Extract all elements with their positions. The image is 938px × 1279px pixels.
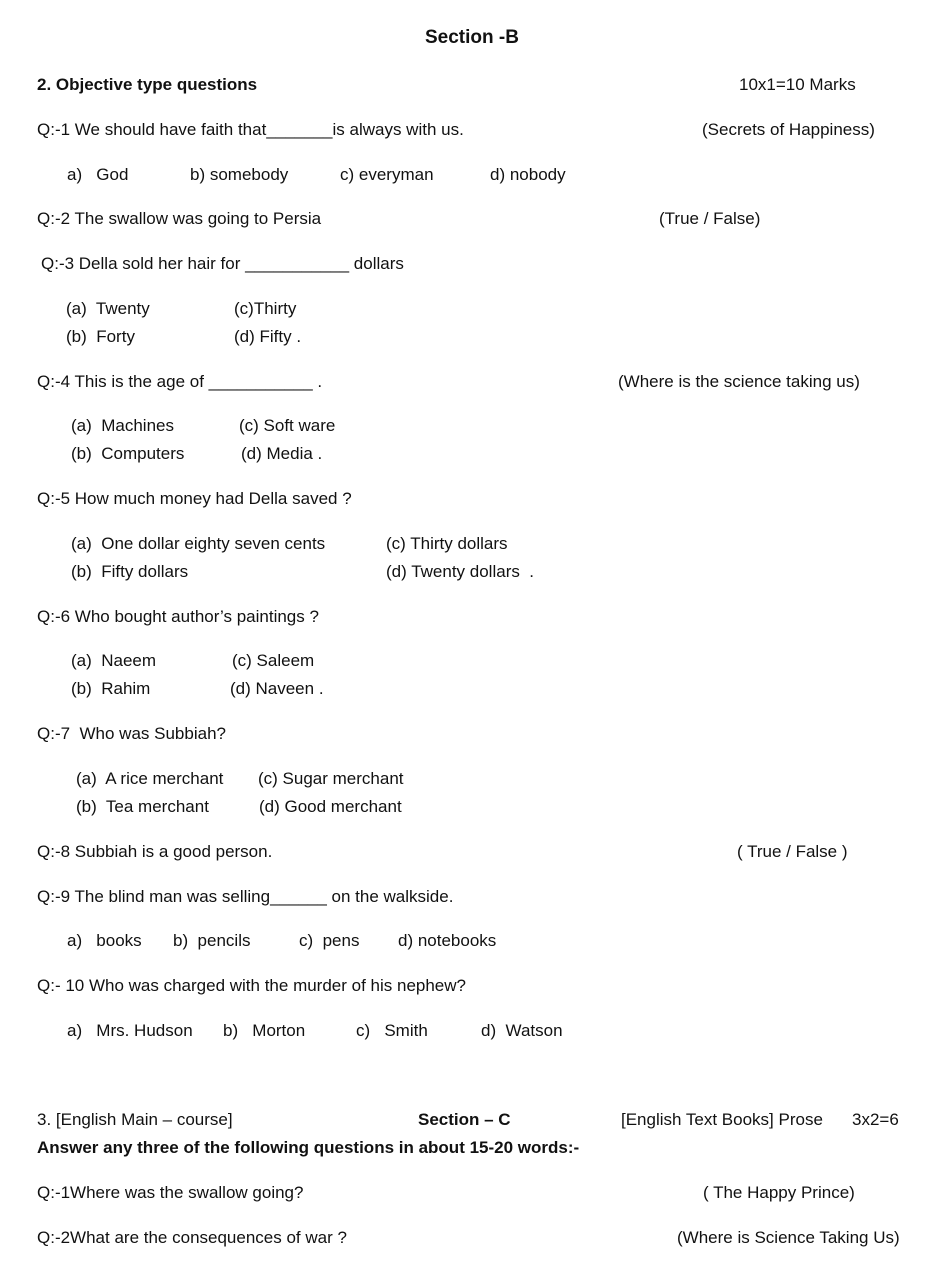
question-4-source: (Where is the science taking us): [618, 372, 860, 391]
section-c-instruction: Answer any three of the following questions in about 15-20 words:-: [37, 1138, 580, 1157]
q5-option-c: (c) Thirty dollars: [386, 534, 508, 553]
section-c-question-1-source: ( The Happy Prince): [703, 1183, 855, 1202]
q9-option-a: a) books: [67, 931, 142, 950]
q9-option-b: b) pencils: [173, 931, 251, 950]
q6-option-c: (c) Saleem: [232, 651, 315, 670]
q6-option-d: (d) Naveen .: [230, 679, 324, 698]
q4-option-d: (d) Media .: [241, 444, 323, 463]
q7-option-d: (d) Good merchant: [259, 797, 402, 816]
question-10: Q:- 10 Who was charged with the murder of his nephew?: [37, 976, 466, 995]
q10-option-a: a) Mrs. Hudson: [67, 1021, 193, 1040]
q1-option-d: d) nobody: [490, 165, 566, 184]
q10-option-b: b) Morton: [223, 1021, 306, 1040]
question-7: Q:-7 Who was Subbiah?: [37, 724, 226, 743]
q1-option-b: b) somebody: [190, 165, 289, 184]
q7-option-a: (a) A rice merchant: [76, 769, 224, 788]
q3-option-b: (b) Forty: [66, 327, 135, 346]
section-b-title: Section -B: [425, 27, 519, 48]
q6-option-b: (b) Rahim: [71, 679, 151, 698]
question-1: Q:-1 We should have faith that_______is always with us.: [37, 120, 464, 139]
question-2-answer-type: (True / False): [659, 209, 761, 228]
section-c-title: Section – C: [418, 1110, 511, 1129]
q10-option-d: d) Watson: [481, 1021, 563, 1040]
q7-option-c: (c) Sugar merchant: [258, 769, 404, 788]
section-c-course: 3. [English Main – course]: [37, 1110, 233, 1129]
question-8-answer-type: ( True / False ): [737, 842, 848, 861]
question-2: Q:-2 The swallow was going to Persia: [37, 209, 322, 228]
q4-option-a: (a) Machines: [71, 416, 174, 435]
q3-option-d: (d) Fifty .: [234, 327, 302, 346]
q4-option-b: (b) Computers: [71, 444, 185, 463]
q5-option-a: (a) One dollar eighty seven cents: [71, 534, 326, 553]
question-4: Q:-4 This is the age of ___________ .: [37, 372, 323, 391]
question-6: Q:-6 Who bought author’s paintings ?: [37, 607, 319, 626]
q6-option-a: (a) Naeem: [71, 651, 157, 670]
q1-option-a: a) God: [67, 165, 129, 184]
question-9: Q:-9 The blind man was selling______ on the walkside.: [37, 887, 454, 906]
question-5: Q:-5 How much money had Della saved ?: [37, 489, 352, 508]
section-c-marks: 3x2=6: [852, 1110, 899, 1129]
section-c-question-1: Q:-1Where was the swallow going?: [37, 1183, 304, 1202]
section-c-textbook: [English Text Books] Prose: [621, 1110, 823, 1129]
q4-option-c: (c) Soft ware: [239, 416, 336, 435]
objective-marks: 10x1=10 Marks: [739, 75, 856, 94]
q5-option-d: (d) Twenty dollars .: [386, 562, 535, 581]
q9-option-d: d) notebooks: [398, 931, 497, 950]
section-c-question-2-source: (Where is Science Taking Us): [677, 1228, 900, 1247]
q10-option-c: c) Smith: [356, 1021, 428, 1040]
question-8: Q:-8 Subbiah is a good person.: [37, 842, 273, 861]
question-3: Q:-3 Della sold her hair for ___________ dollars: [41, 254, 404, 273]
q7-option-b: (b) Tea merchant: [76, 797, 209, 816]
objective-heading: 2. Objective type questions: [37, 75, 258, 94]
q3-option-a: (a) Twenty: [66, 299, 150, 318]
q9-option-c: c) pens: [299, 931, 360, 950]
q1-option-c: c) everyman: [340, 165, 434, 184]
q3-option-c: (c)Thirty: [234, 299, 297, 318]
section-c-question-2: Q:-2What are the consequences of war ?: [37, 1228, 347, 1247]
question-1-source: (Secrets of Happiness): [702, 120, 875, 139]
q5-option-b: (b) Fifty dollars: [71, 562, 189, 581]
